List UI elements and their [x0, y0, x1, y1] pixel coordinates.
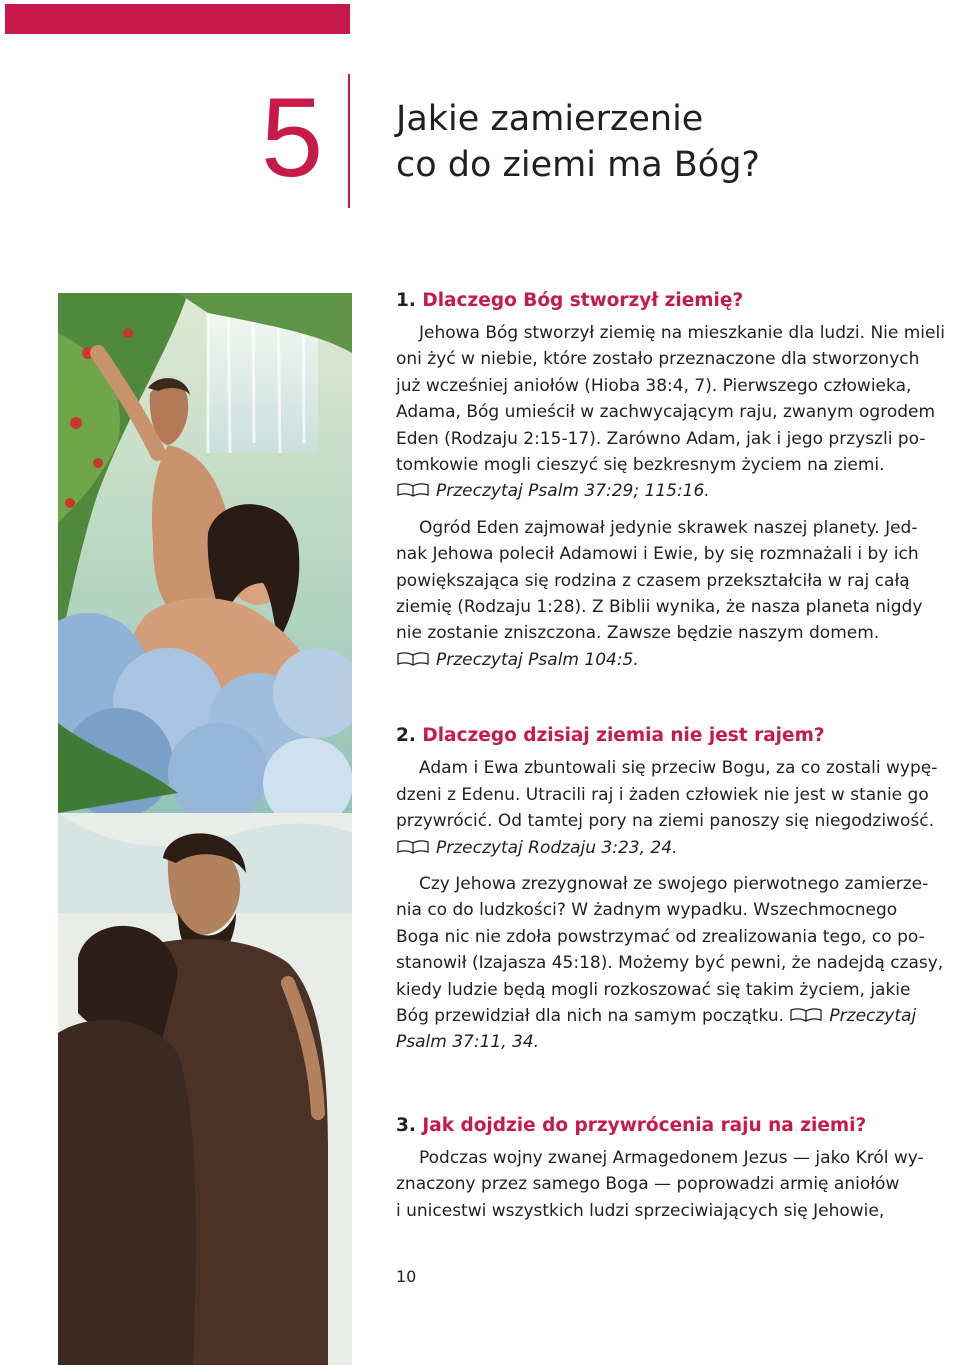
chapter-title-line-2: co do ziemi ma Bóg?: [396, 145, 760, 185]
text-line: Jehowa Bóg stworzył ziemię na mieszkanie dla ludzi. Nie mieli: [419, 323, 945, 343]
text-line: stanowił (Izajasza 45:18). Możemy być pewni, że nadejdą czasy,: [396, 953, 944, 974]
text-line: powiększająca się rodzina z czasem przekształciła w raj całą: [396, 570, 910, 591]
text-line: przywrócić. Od tamtej pory na ziemi panoszy się niegodziwość.: [396, 811, 934, 832]
text-line: tomkowie mogli cieszyć się bezkresnym życiem na ziemi.: [396, 455, 885, 476]
text-line: Bóg przewidział dla nich na samym początku.: [396, 1005, 784, 1026]
text-line: kiedy ludzie będą mogli rozkoszować się takim życiem, jakie: [396, 979, 911, 1000]
chapter-number: 5: [260, 75, 324, 200]
scripture-reference[interactable]: [396, 647, 958, 673]
scripture-reference-text: Przeczytaj Rodzaju 3:23, 24.: [436, 837, 678, 858]
section-3-paragraph-1: [396, 1145, 958, 1224]
scripture-reference[interactable]: [396, 835, 958, 861]
text-line-with-reference: [396, 1003, 958, 1029]
eden-illustration: [58, 293, 352, 1365]
text-line: nia co do ludzkości? W żadnym wypadku. Wszechmocnego: [396, 900, 898, 921]
section-1-question: Dlaczego Bóg stworzył ziemię?: [422, 290, 744, 311]
section-3-question: Jak dojdzie do przywrócenia raju na ziemi?: [422, 1114, 867, 1136]
text-line: Ogród Eden zajmował jedynie skrawek naszej planety. Jed-: [419, 517, 918, 538]
text-line: Eden (Rodzaju 2:15-17). Zarówno Adam, jak i jego przyszli po-: [396, 428, 926, 449]
page-number: 10: [396, 1267, 417, 1286]
chapter-title: [396, 96, 916, 188]
open-book-icon: [396, 840, 430, 854]
text-line: dzeni z Edenu. Utracili raj i żaden człowiek nie jest w stanie go: [396, 784, 929, 805]
text-line: oni żyć w niebie, które zostało przeznaczone dla stworzonych: [396, 349, 920, 370]
top-accent-bar: [5, 4, 350, 34]
section-3-heading: [396, 1111, 958, 1141]
section-1-number: 1.: [396, 290, 416, 311]
content-column: [396, 283, 958, 1224]
section-1-paragraph-1: [396, 320, 958, 505]
chapter-divider: [348, 74, 350, 208]
text-line: nie zostanie zniszczona. Zawsze będzie naszym domem.: [396, 623, 880, 644]
scripture-reference-text: Przeczytaj Psalm 104:5.: [436, 649, 639, 670]
eden-painting-icon: [58, 293, 352, 1365]
text-line: Adama, Bóg umieścił w zachwycającym raju, zwanym ogrodem: [396, 402, 936, 423]
open-book-icon: [396, 483, 430, 497]
scripture-reference-text: Przeczytaj Psalm 37:29; 115:16.: [436, 481, 710, 502]
section-1-heading: [396, 286, 958, 316]
section-3-number: 3.: [396, 1114, 416, 1136]
scripture-reference-text: Przeczytaj: [829, 1005, 917, 1026]
section-2-number: 2.: [396, 725, 416, 747]
scripture-reference[interactable]: [789, 1006, 916, 1026]
section-2-question: Dlaczego dzisiaj ziemia nie jest rajem?: [422, 725, 825, 747]
text-line: już wcześniej aniołów (Hioba 38:4, 7). Pierwszego człowieka,: [396, 375, 912, 396]
section-2-heading: [396, 721, 958, 751]
open-book-icon: [789, 1008, 823, 1022]
section-2-paragraph-1: [396, 755, 958, 861]
text-line: Adam i Ewa zbuntowali się przeciw Bogu, za co zostali wypę-: [419, 758, 938, 779]
open-book-icon: [396, 652, 430, 666]
text-line: Podczas wojny zwanej Armagedonem Jezus — jako Król wy-: [419, 1147, 924, 1168]
scripture-reference[interactable]: [396, 478, 958, 504]
scripture-reference-text[interactable]: Psalm 37:11, 34.: [396, 1032, 540, 1053]
section-2-paragraph-2: [396, 871, 958, 1056]
text-line: Czy Jehowa zrezygnował ze swojego pierwotnego zamierze-: [419, 873, 929, 894]
text-line: nak Jehowa polecił Adamowi i Ewie, by się rozmnażali i by ich: [396, 544, 919, 565]
text-line: Boga nic nie zdoła powstrzymać od zrealizowania tego, co po-: [396, 926, 925, 947]
text-line: znaczony przez samego Boga — poprowadzi armię aniołów: [396, 1174, 900, 1195]
text-line: ziemię (Rodzaju 1:28). Z Biblii wynika, że nasza planeta nigdy: [396, 597, 923, 618]
section-1-paragraph-2: [396, 515, 958, 673]
text-line: i unicestwi wszystkich ludzi sprzeciwiających się Jehowie,: [396, 1200, 885, 1221]
chapter-title-line-1: Jakie zamierzenie: [396, 99, 704, 139]
